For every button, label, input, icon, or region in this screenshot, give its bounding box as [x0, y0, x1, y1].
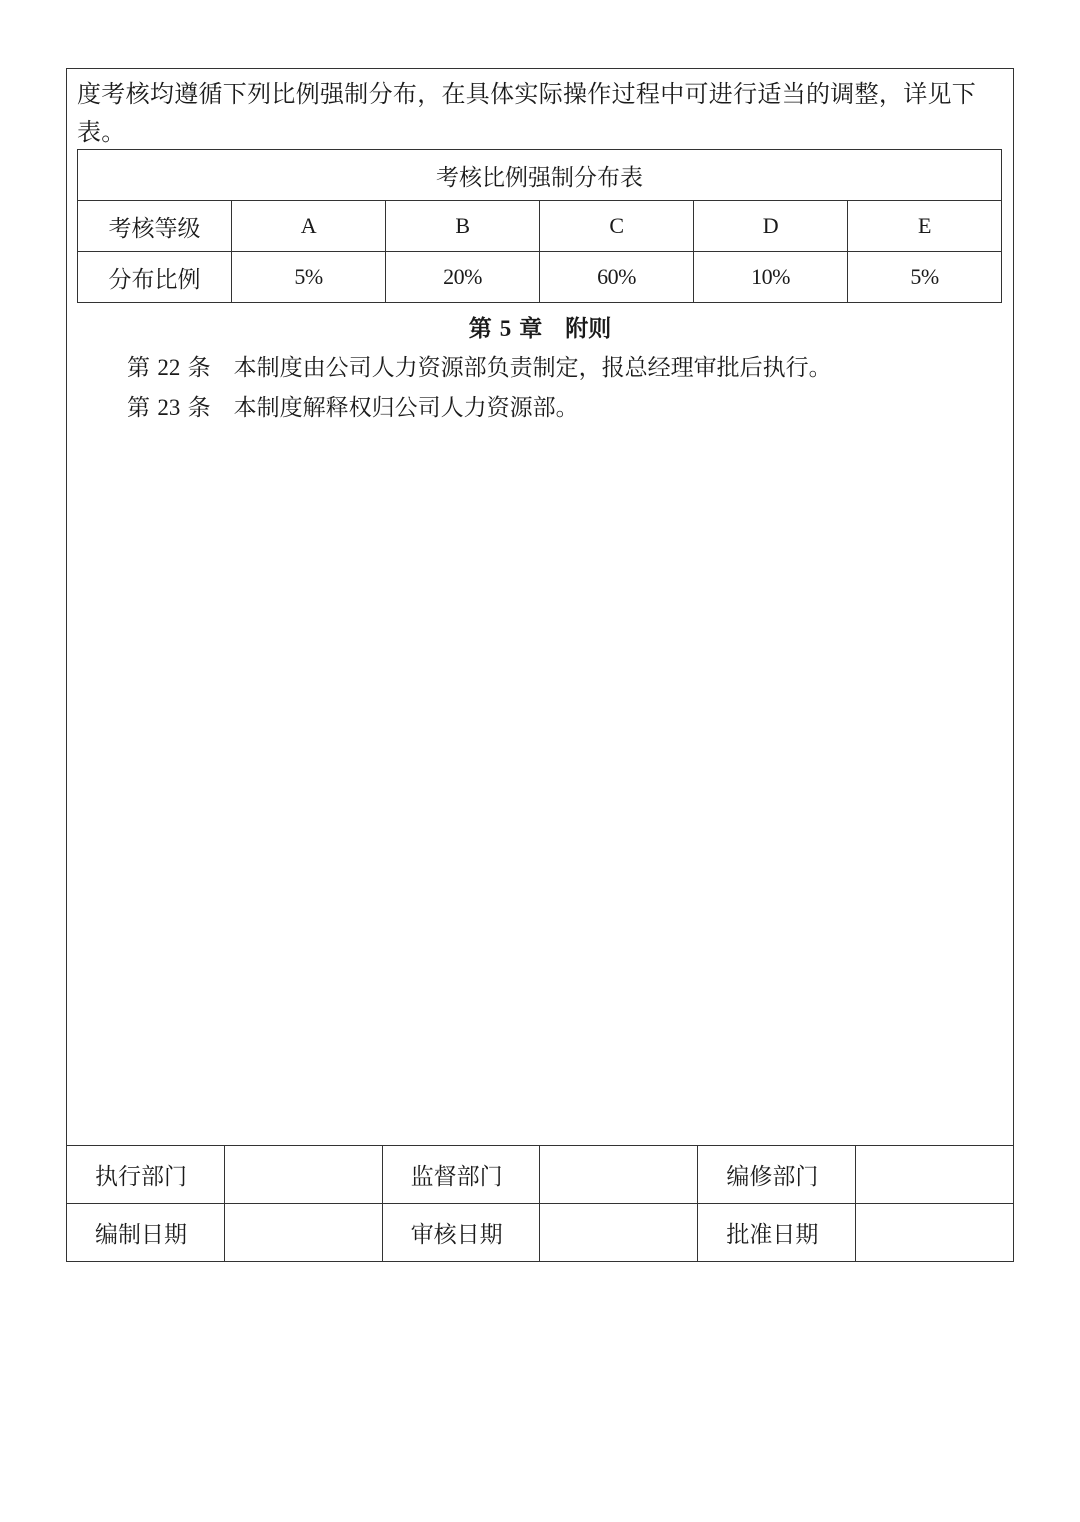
grade-cell-c: C: [540, 201, 694, 252]
article-prefix: 第: [127, 395, 158, 421]
chapter-title: [67, 313, 1013, 345]
review-date-value: [540, 1204, 698, 1262]
grade-cell-b: B: [386, 201, 540, 252]
ratio-cell-b: 20%: [386, 252, 540, 303]
table-caption: 考核比例强制分布表: [78, 150, 1002, 201]
document-frame: [66, 68, 1014, 1262]
article-suffix: 条: [180, 395, 211, 421]
table-row: [78, 201, 1002, 252]
ratio-cell-e: 5%: [848, 252, 1002, 303]
table-row: [67, 1204, 1014, 1262]
grade-cell-d: D: [694, 201, 848, 252]
article-prefix: 第: [127, 355, 158, 381]
table-row: [78, 252, 1002, 303]
exec-dept-label: 执行部门: [67, 1146, 225, 1204]
article-number: 22: [157, 355, 181, 380]
approve-date-label: 批准日期: [698, 1204, 856, 1262]
ratio-cell-d: 10%: [694, 252, 848, 303]
supervise-dept-label: 监督部门: [382, 1146, 540, 1204]
grade-row-label: 考核等级: [78, 201, 232, 252]
grade-cell-a: A: [232, 201, 386, 252]
compile-date-label: 编制日期: [67, 1204, 225, 1262]
edit-dept-value: [856, 1146, 1014, 1204]
supervise-dept-value: [540, 1146, 698, 1204]
distribution-table: [77, 149, 1002, 303]
ratio-row-label: 分布比例: [78, 252, 232, 303]
chapter-prefix: 第: [468, 316, 500, 342]
article-22: [127, 352, 832, 384]
review-date-label: 审核日期: [382, 1204, 540, 1262]
signature-table: [66, 1145, 1014, 1262]
article-text: 本制度解释权归公司人力资源部。: [233, 395, 579, 421]
article-23: [127, 392, 579, 424]
chapter-number: 5: [499, 316, 512, 341]
table-row: [67, 1146, 1014, 1204]
ratio-cell-a: 5%: [232, 252, 386, 303]
article-text: 本制度由公司人力资源部负责制定，报总经理审批后执行。: [233, 355, 832, 381]
approve-date-value: [856, 1204, 1014, 1262]
grade-cell-e: E: [848, 201, 1002, 252]
exec-dept-value: [224, 1146, 382, 1204]
article-suffix: 条: [180, 355, 211, 381]
edit-dept-label: 编修部门: [698, 1146, 856, 1204]
ratio-cell-c: 60%: [540, 252, 694, 303]
intro-paragraph: 度考核均遵循下列比例强制分布，在具体实际操作过程中可进行适当的调整，详见下表。: [77, 80, 977, 146]
chapter-suffix: 章 附则: [511, 316, 612, 342]
article-number: 23: [157, 395, 181, 420]
compile-date-value: [224, 1204, 382, 1262]
